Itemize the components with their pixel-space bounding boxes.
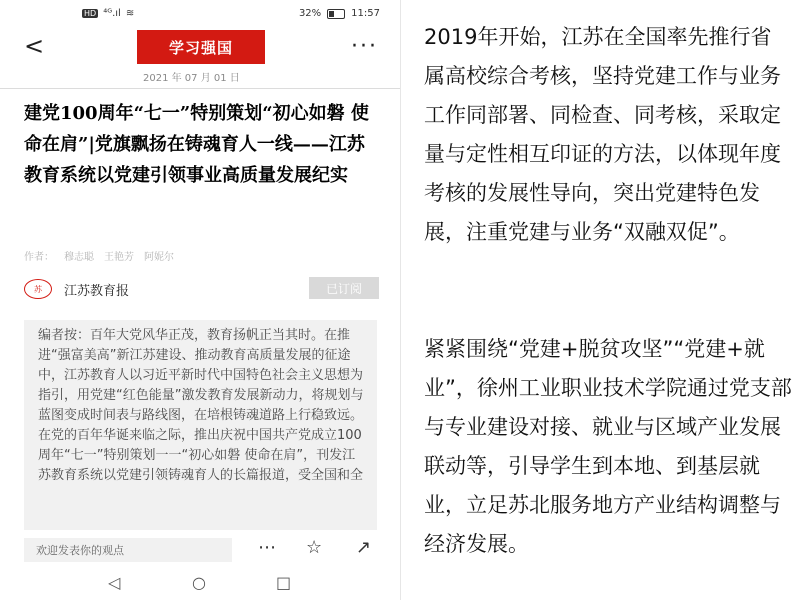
system-back-icon[interactable]: ◁ <box>108 573 121 592</box>
comment-bar <box>0 533 400 567</box>
status-left <box>82 8 134 19</box>
star-icon[interactable]: ☆ <box>306 537 323 558</box>
status-bar <box>0 0 400 28</box>
editor-note-box <box>24 320 377 530</box>
battery-fill <box>329 11 333 17</box>
back-icon[interactable]: < <box>24 32 45 60</box>
publisher-name[interactable]: 江苏教育报 <box>64 284 130 299</box>
battery-percent: 32% <box>298 8 322 19</box>
author-name: 穆志聪 <box>64 252 94 263</box>
article-headline: 建党100周年“七一”特别策划“初心如磐 使命在肩”|党旗飘扬在铸魂育人一线——江苏教育系统以党建引领事业高质量发展纪实 <box>24 103 369 186</box>
editor-note-text: 编者按：百年大党风华正茂，教育扬帆正当其时。在推进“强富美高”新江苏建设、推动教育高质量发展的征途中，江苏教育人以习近平新时代中国特色社会主义思想为指引，用党建“红色能量”激发教育发展新动力，将规划与蓝图变成时间表与路线图，在培根铸魂道路上行稳致远。在党的百年华诞来临之际，推出庆祝中国共产党成立100周年“七一”特别策划一一“初心如磐 使命在肩”，刊发江苏教育系统以党建引领铸魂育人的长篇报道，受全国和全 <box>38 328 364 483</box>
battery-icon <box>327 9 345 19</box>
system-navigation-bar <box>0 567 400 600</box>
publisher-row <box>24 275 379 301</box>
excerpt-paragraph-1: 2019年开始，江苏在全国率先推行省属高校综合考核，坚持党建工作与业务工作同部署、同检查、同考核，采取定量与定性相互印证的方法，以体现年度考核的发展性导向，突出党建特色发展，注重党建与业务“双融双促”。 <box>424 25 781 244</box>
comment-input[interactable]: 欢迎发表你的观点 <box>24 538 232 562</box>
share-icon[interactable]: ↗ <box>356 537 372 558</box>
more-icon[interactable]: ··· <box>351 34 378 59</box>
publisher-logo-icon: 苏 <box>24 279 52 299</box>
status-right <box>299 8 380 19</box>
system-home-icon[interactable]: ○ <box>192 573 206 592</box>
hd-badge: HD <box>84 9 97 18</box>
signal-icon: ⁴ᴳ.ıl <box>103 8 121 19</box>
authors-label: 作者： <box>24 252 54 263</box>
header-divider <box>0 88 400 89</box>
article-authors <box>24 248 174 263</box>
author-name: 王艳芳 <box>104 252 134 263</box>
system-recent-icon[interactable]: □ <box>276 573 292 592</box>
excerpt-paragraph-2: 紧紧围绕“党建+脱贫攻坚”“党建+就业”，徐州工业职业技术学院通过党支部与专业建设对接、就业与区域产业发展联动等，引导学生到本地、到基层就业，立足苏北服务地方产业结构调整与经济发展。 <box>424 337 792 556</box>
article-date: 2021 年 07 月 01 日 <box>143 73 240 84</box>
author-name: 阿妮尔 <box>144 252 174 263</box>
wifi-icon: ≋ <box>125 8 135 19</box>
status-time: 11:57 <box>351 8 380 19</box>
subscribed-button[interactable]: 已订阅 <box>309 277 379 299</box>
article-nav-bar <box>0 28 400 70</box>
app-logo: 学习强国 <box>137 30 265 64</box>
comment-icon[interactable]: ⋯ <box>258 537 276 558</box>
article-excerpt-panel <box>420 0 795 600</box>
